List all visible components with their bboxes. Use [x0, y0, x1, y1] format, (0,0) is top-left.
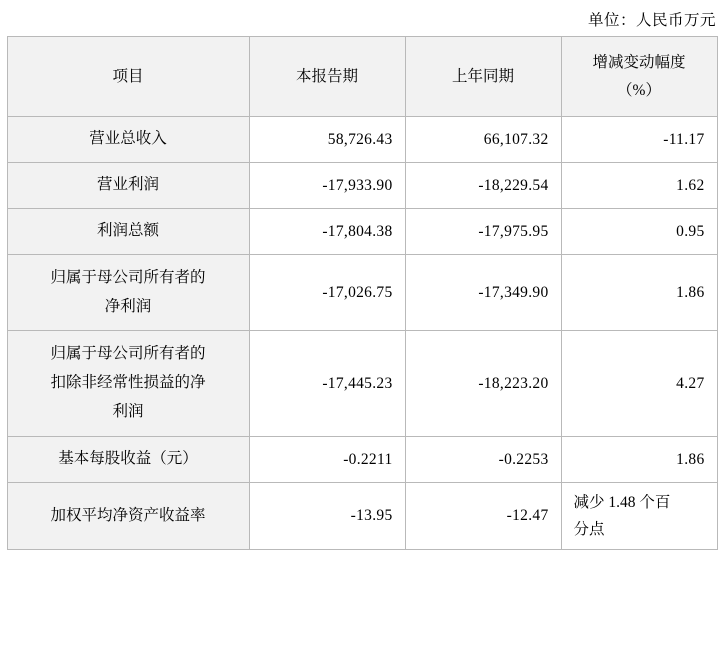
row-current-value: -17,026.75: [249, 255, 405, 331]
row-current-value: -17,933.90: [249, 163, 405, 209]
table-row: [7, 437, 717, 483]
row-label-line2: 扣除非经常性损益的净: [50, 374, 206, 392]
header-cell-item: 项目: [7, 37, 249, 117]
row-label: 利润总额: [7, 209, 249, 255]
table-row: [7, 255, 717, 331]
table-row: [7, 117, 717, 163]
row-previous-value: -17,975.95: [405, 209, 561, 255]
row-previous-value: 66,107.32: [405, 117, 561, 163]
row-label: 营业总收入: [7, 117, 249, 163]
financial-summary-table: [7, 36, 718, 550]
header-change-line2: （%）: [617, 81, 661, 99]
row-change-value: 0.95: [561, 209, 717, 255]
row-label-line3: 利润: [112, 402, 144, 420]
header-cell-change: [561, 37, 717, 117]
row-previous-value: -18,229.54: [405, 163, 561, 209]
unit-note: 单位：人民币万元: [587, 12, 716, 29]
table-body: [7, 117, 717, 550]
row-change-value: 1.62: [561, 163, 717, 209]
row-change-value: 4.27: [561, 331, 717, 437]
row-current-value: -13.95: [249, 483, 405, 550]
row-previous-value: -0.2253: [405, 437, 561, 483]
row-previous-value: -18,223.20: [405, 331, 561, 437]
row-label-line1: 归属于母公司所有者的: [50, 268, 206, 286]
row-change-value: 1.86: [561, 255, 717, 331]
table-row: [7, 483, 717, 550]
table-row: [7, 209, 717, 255]
row-current-value: -0.2211: [249, 437, 405, 483]
row-label-line1: 归属于母公司所有者的: [50, 345, 206, 363]
row-change-value: -11.17: [561, 117, 717, 163]
header-cell-current: 本报告期: [249, 37, 405, 117]
table-row: [7, 331, 717, 437]
row-label-line2: 净利润: [104, 297, 152, 315]
row-label: [7, 331, 249, 437]
table-row: [7, 163, 717, 209]
header-row: [7, 37, 717, 117]
row-previous-value: -17,349.90: [405, 255, 561, 331]
header-change-line1: 增减变动幅度: [592, 54, 686, 72]
row-change-line1: 减少 1.48 个百: [573, 494, 671, 511]
table-header: [7, 37, 717, 117]
row-current-value: -17,804.38: [249, 209, 405, 255]
row-change-value: [561, 483, 717, 550]
row-current-value: 58,726.43: [249, 117, 405, 163]
row-label: 营业利润: [7, 163, 249, 209]
row-change-line2: 分点: [573, 521, 605, 539]
row-label: 基本每股收益（元）: [7, 437, 249, 483]
row-change-value: 1.86: [561, 437, 717, 483]
row-current-value: -17,445.23: [249, 331, 405, 437]
header-cell-previous: 上年同期: [405, 37, 561, 117]
row-label: [7, 255, 249, 331]
row-label: 加权平均净资产收益率: [7, 483, 249, 550]
row-previous-value: -12.47: [405, 483, 561, 550]
